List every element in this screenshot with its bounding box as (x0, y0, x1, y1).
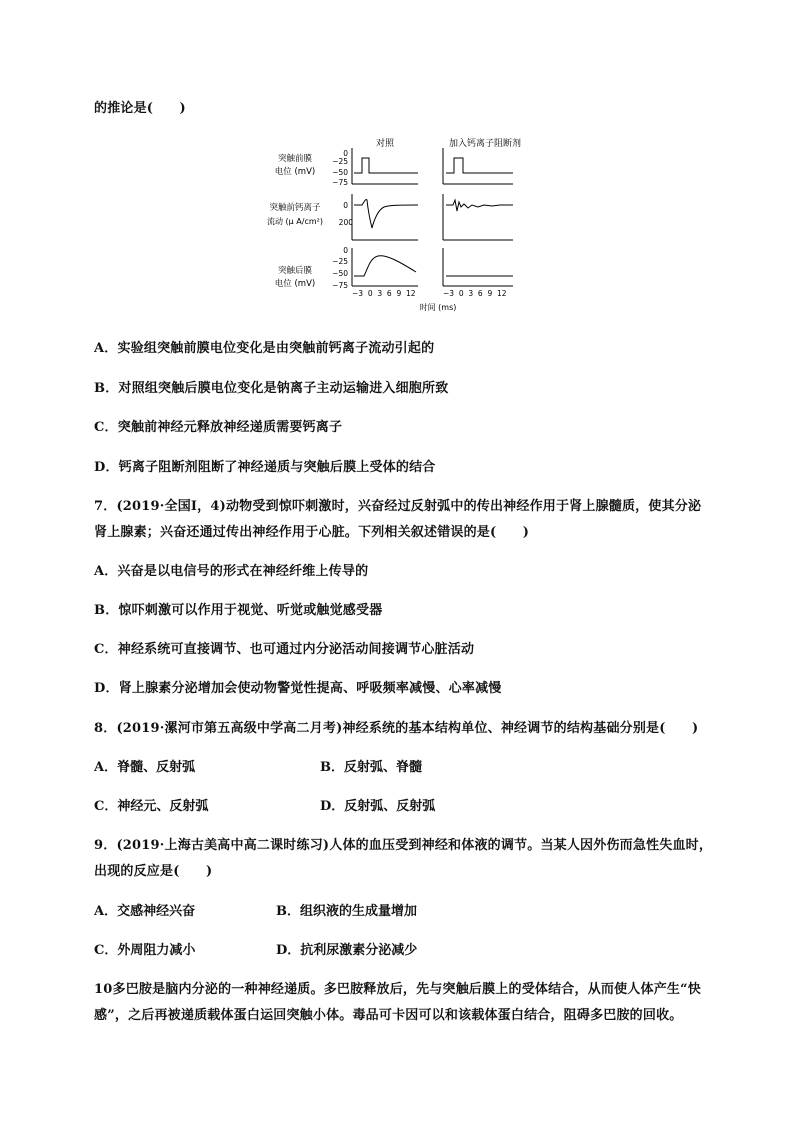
panel-presynaptic-control (352, 148, 418, 184)
q9-option-d: D．抗利尿激素分泌减少 (276, 943, 418, 958)
q7-option-d: D．肾上腺素分泌增加会使动物警觉性提高、呼吸频率减慢、心率减慢 (94, 681, 502, 696)
row3-tick: −50 (332, 269, 348, 278)
panel-calcium-blocker (443, 194, 513, 240)
x-axis-label: 时间 (ms) (419, 303, 457, 312)
q8-option-d: D．反射弧、反射弧 (320, 799, 436, 814)
x-ticks-left: −3 0 3 6 9 12 (352, 289, 416, 298)
panel-postsynaptic-blocker (443, 248, 513, 286)
row3-tick: −25 (332, 257, 348, 266)
figure-svg (250, 128, 550, 323)
row1-tick: −75 (332, 178, 348, 187)
q9-option-b: B．组织液的生成量增加 (276, 904, 417, 919)
q7-stem-line1: 7．(2019·全国Ⅰ，4)动物受到惊吓刺激时，兴奋经过反射弧中的传出神经作用于肾上腺髓质，使其分泌 (94, 499, 702, 514)
row2-label-line2: 流动 (μ A/cm²) (267, 217, 323, 226)
row3-tick: −75 (332, 281, 348, 290)
q10-stem-line2: 感”，之后再被递质载体蛋白运回突触小体。毒品可卡因可以和该载体蛋白结合，阻碍多巴胺的回收。 (94, 1008, 683, 1023)
panel-postsynaptic-control (352, 248, 418, 286)
panel-calcium-control (352, 194, 418, 240)
q8-stem: 8．(2019·漯河市第五高级中学高二月考)神经系统的基本结构单位、神经调节的结构基础分别是( ) (94, 721, 699, 736)
row3-label-line2: 电位 (mV) (274, 279, 316, 289)
q7-stem-line2: 肾上腺素；兴奋还通过传出神经作用于心脏。下列相关叙述错误的是( ) (94, 525, 530, 540)
synapse-experiment-figure (250, 128, 550, 323)
row3-tick: 0 (343, 246, 348, 255)
row1-tick: −25 (332, 157, 348, 166)
q9-option-c: C．外周阻力减小 (94, 943, 196, 958)
row1-label-line2: 电位 (mV) (274, 167, 316, 177)
row3-label-line1: 突触后膜 (277, 266, 313, 276)
row1-label-line1: 突触前膜 (277, 154, 313, 164)
q9-stem-line1: 9．(2019·上海古美高中高二课时练习)人体的血压受到神经和体液的调节。当某人因外伤而急性失血时， (94, 838, 713, 853)
q7-option-a: A．兴奋是以电信号的形式在神经纤维上传导的 (94, 564, 369, 579)
row2-tick: 0 (343, 201, 348, 210)
col-header-control: 对照 (375, 139, 395, 149)
q10-stem-line1: 10多巴胺是脑内分泌的一种神经递质。多巴胺释放后，先与突触后膜上的受体结合，从而使人体产生“快 (94, 982, 701, 997)
panel-presynaptic-blocker (443, 148, 513, 184)
row1-tick: −50 (332, 168, 348, 177)
q8-option-c: C．神经元、反射弧 (94, 799, 209, 814)
q6-option-c: C．突触前神经元释放神经递质需要钙离子 (94, 420, 343, 435)
q6-option-a: A．实验组突触前膜电位变化是由突触前钙离子流动引起的 (94, 341, 435, 356)
col-header-blocker: 加入钙离子阻断剂 (448, 139, 522, 149)
q6-option-d: D．钙离子阻断剂阻断了神经递质与突触后膜上受体的结合 (94, 460, 436, 475)
row1-tick: 0 (343, 149, 348, 158)
x-ticks-right: −3 0 3 6 9 12 (443, 289, 507, 298)
q9-option-a: A．交感神经兴奋 (94, 904, 196, 919)
q8-option-b: B．反射弧、脊髓 (320, 760, 422, 775)
q8-option-a: A．脊髓、反射弧 (94, 760, 196, 775)
q7-option-b: B．惊吓刺激可以作用于视觉、听觉或触觉感受器 (94, 603, 383, 618)
row2-label-line1: 突触前钙离子 (269, 203, 321, 213)
q9-stem-line2: 出现的反应是( ) (94, 864, 213, 879)
q7-option-c: C．神经系统可直接调节、也可通过内分泌活动间接调节心脏活动 (94, 642, 475, 657)
q6-option-b: B．对照组突触后膜电位变化是钠离子主动运输进入细胞所致 (94, 381, 449, 396)
row2-tick: 200 (338, 218, 353, 227)
intro-text: 的推论是( ) (94, 101, 186, 116)
